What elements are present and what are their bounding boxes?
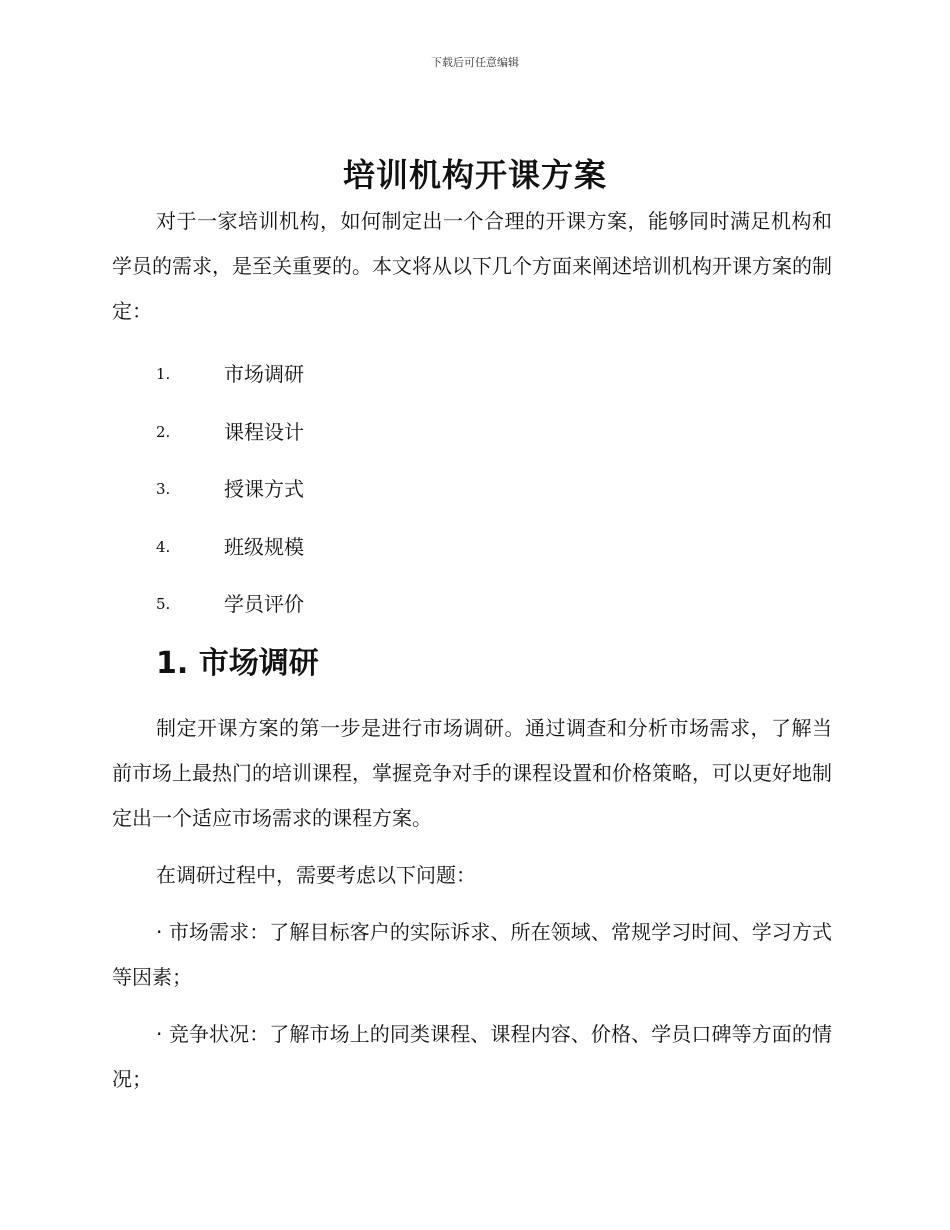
- section-heading: 1. 市场调研: [156, 645, 319, 681]
- section-paragraph: 在调研过程中，需要考虑以下问题：: [156, 862, 476, 887]
- list-text: 班级规模: [224, 534, 304, 559]
- bullet-paragraph: · 竞争状况：了解市场上的同类课程、课程内容、价格、学员口碑等方面的情况；: [112, 1021, 832, 1091]
- list-item: [112, 519, 832, 577]
- list-number: 3.: [156, 480, 171, 498]
- section-paragraph: 制定开课方案的第一步是进行市场调研。通过调查和分析市场需求，了解当前市场上最热门的培训课程，掌握竞争对手的课程设置和价格策略，可以更好地制定出一个适应市场需求的课程方案。: [112, 715, 832, 830]
- list-text: 课程设计: [224, 419, 304, 444]
- header-note: 下载后可任意编辑: [431, 56, 519, 69]
- list-number: 5.: [156, 595, 171, 613]
- list-number: 4.: [156, 537, 171, 556]
- intro-paragraph: 对于一家培训机构，如何制定出一个合理的开课方案，能够同时满足机构和学员的需求，是至关重要的。本文将从以下几个方面来阐述培训机构开课方案的制定：: [112, 209, 832, 323]
- list-item: [112, 461, 832, 519]
- bullet-paragraph: · 市场需求：了解目标客户的实际诉求、所在领域、常规学习时间、学习方式等因素；: [112, 919, 832, 989]
- list-number: 1.: [156, 365, 171, 383]
- document-title: 培训机构开课方案: [342, 156, 607, 194]
- list-text: 市场调研: [224, 362, 304, 386]
- list-text: 授课方式: [224, 477, 304, 501]
- list-item: [112, 576, 832, 634]
- list-item: [112, 346, 832, 404]
- outline-list: [112, 346, 832, 634]
- document-body: [112, 199, 832, 1102]
- list-text: 学员评价: [224, 592, 304, 616]
- list-number: 2.: [156, 422, 171, 441]
- list-item: [112, 404, 832, 462]
